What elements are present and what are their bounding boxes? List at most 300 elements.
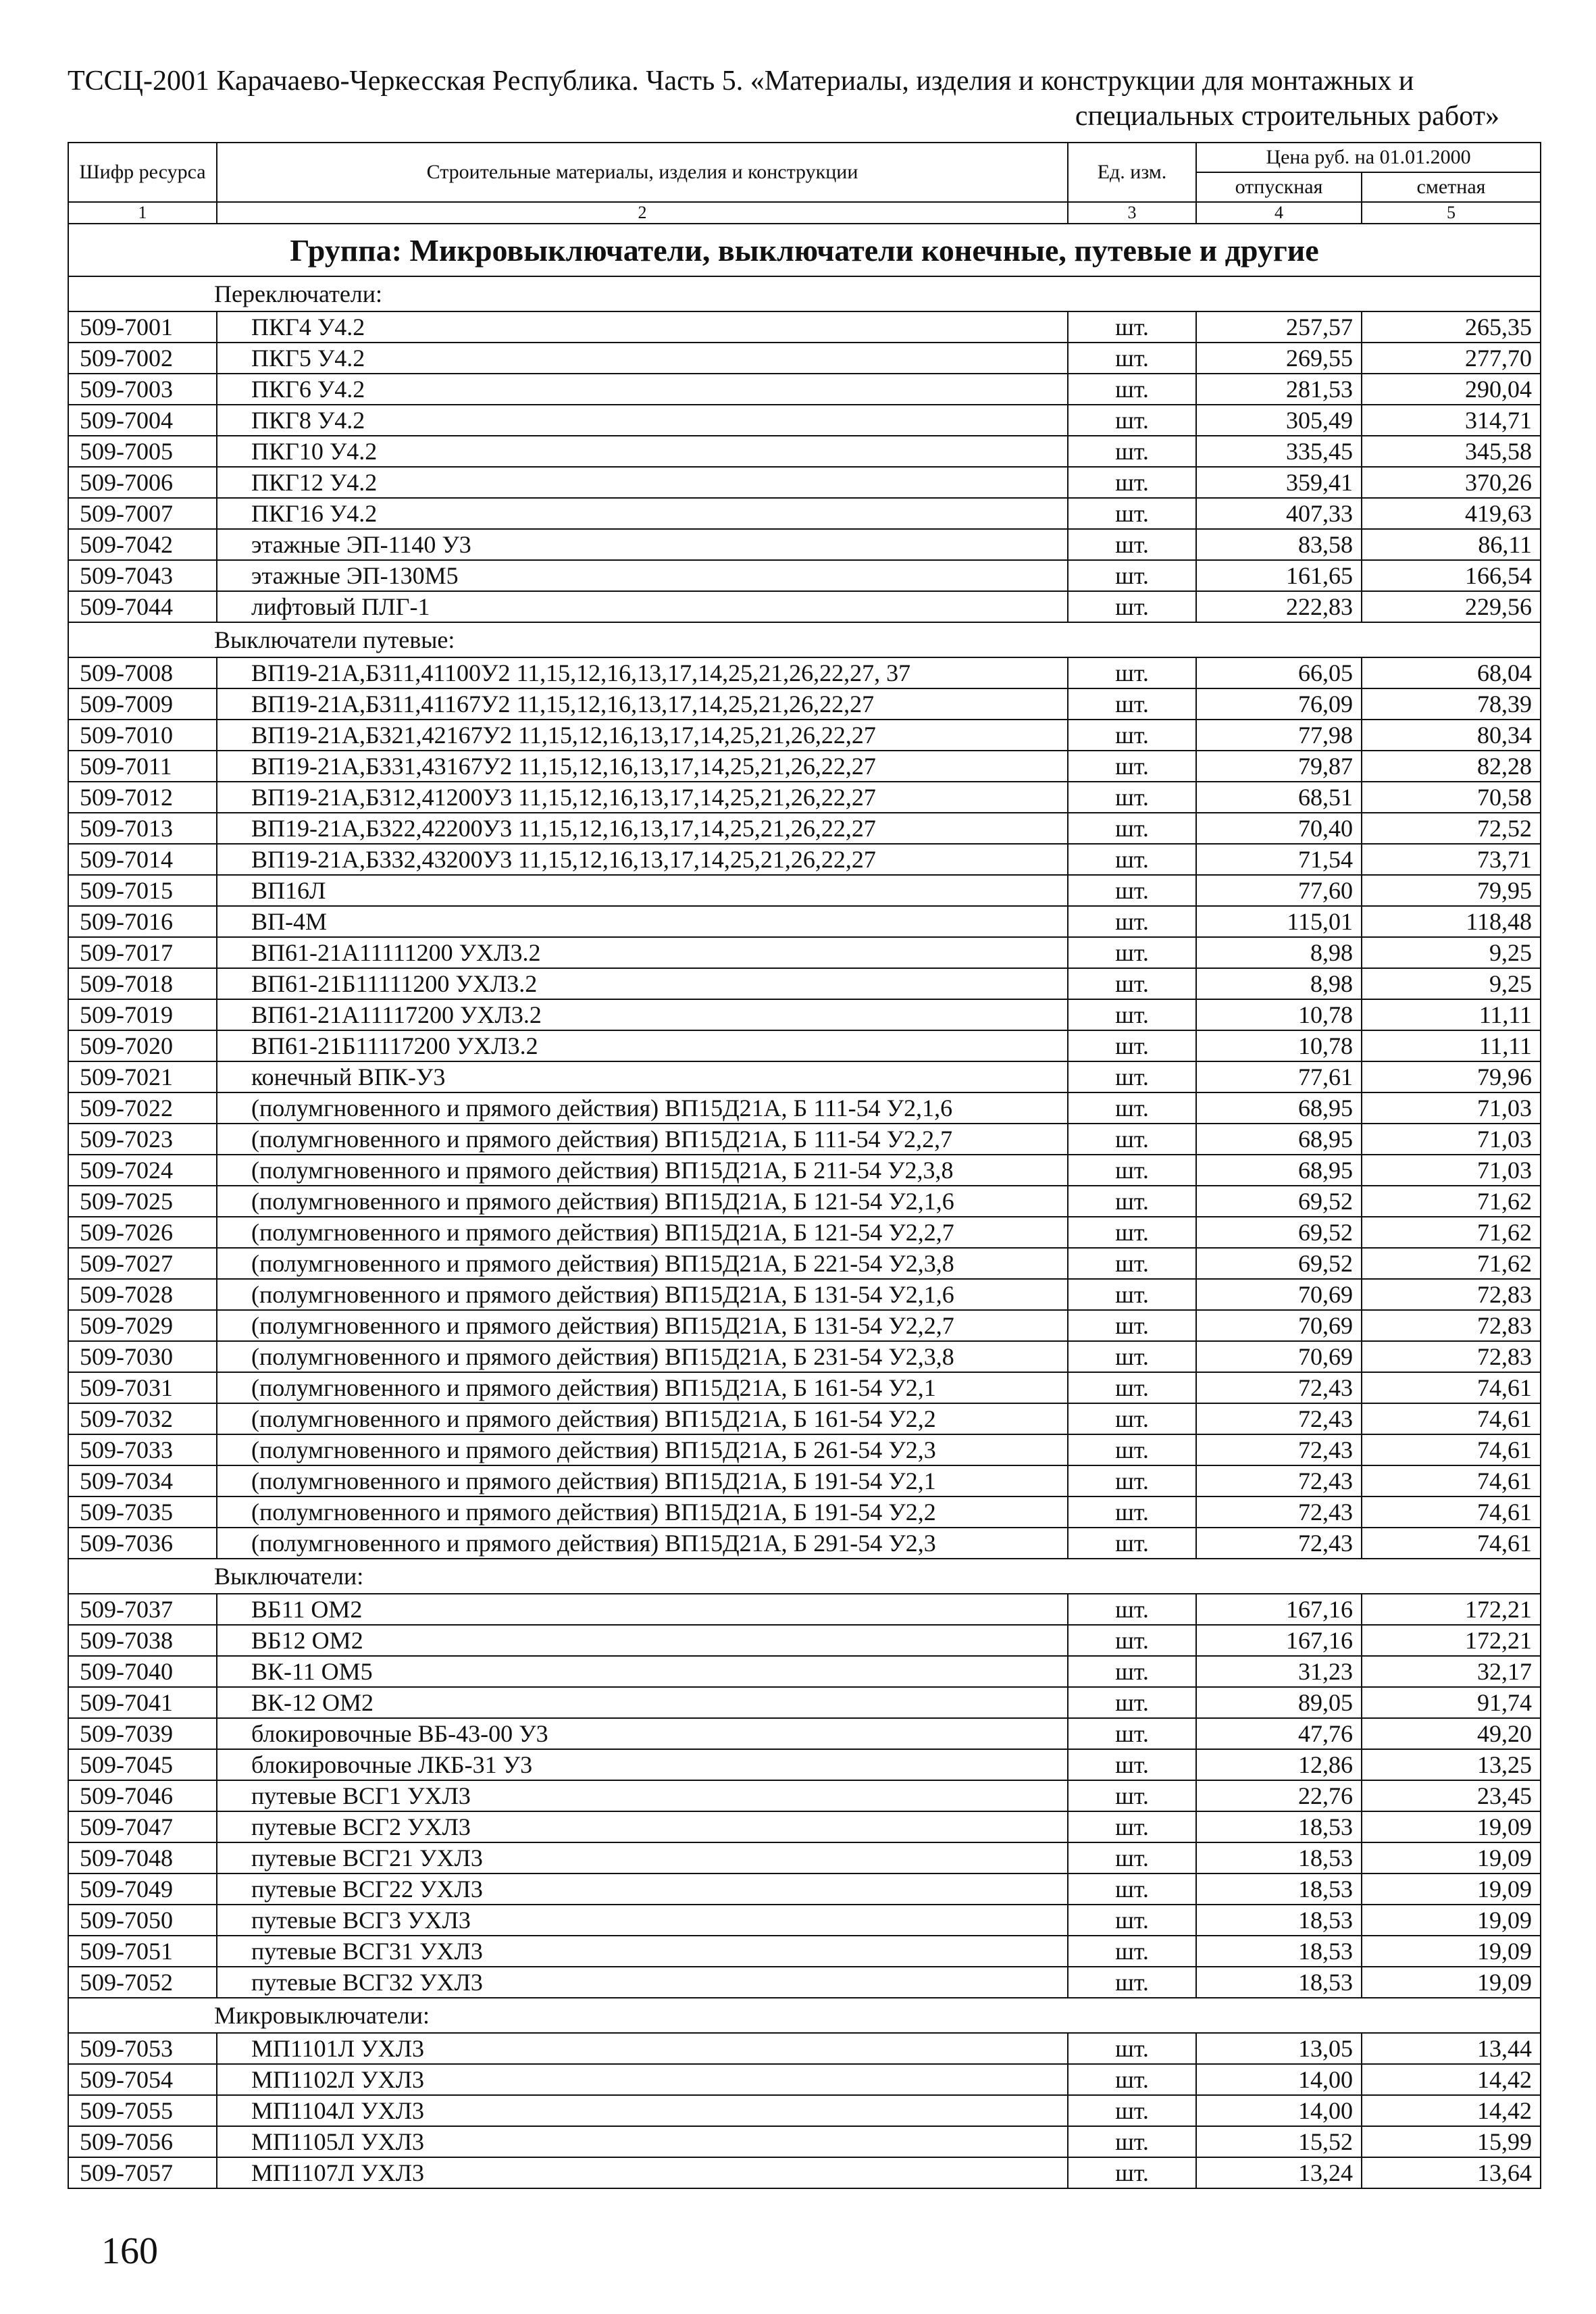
estimate-price: 9,25 xyxy=(1362,968,1541,999)
material-name: ВБ11 ОМ2 xyxy=(217,1594,1068,1625)
col-header-name: Строительные материалы, изделия и конструкции xyxy=(217,143,1068,202)
estimate-price: 19,09 xyxy=(1362,1873,1541,1905)
estimate-price: 68,04 xyxy=(1362,657,1541,688)
material-name: (полумгновенного и прямого действия) ВП15Д21А, Б 161-54 У2,1 xyxy=(217,1372,1068,1403)
estimate-price: 74,61 xyxy=(1362,1372,1541,1403)
column-numbers-row xyxy=(68,202,1541,224)
table-row xyxy=(68,813,1541,844)
material-name: ВП19-21А,Б312,41200У3 11,15,12,16,13,17,14,25,21,26,22,27 xyxy=(217,782,1068,813)
unit: шт. xyxy=(1068,1279,1196,1310)
release-price: 269,55 xyxy=(1196,343,1362,374)
estimate-price: 71,62 xyxy=(1362,1186,1541,1217)
resource-code: 509-7039 xyxy=(68,1718,217,1749)
col-header-price: Цена руб. на 01.01.2000 xyxy=(1196,143,1541,172)
estimate-price: 74,61 xyxy=(1362,1465,1541,1496)
table-row xyxy=(68,720,1541,751)
material-name: путевые ВСГ32 УХЛ3 xyxy=(217,1967,1068,1998)
table-row xyxy=(68,436,1541,467)
table-row xyxy=(68,2126,1541,2157)
col-header-unit: Ед. изм. xyxy=(1068,143,1196,202)
resource-code: 509-7057 xyxy=(68,2157,217,2188)
table-row xyxy=(68,688,1541,720)
unit: шт. xyxy=(1068,875,1196,906)
unit: шт. xyxy=(1068,1403,1196,1434)
unit: шт. xyxy=(1068,751,1196,782)
resource-code: 509-7009 xyxy=(68,688,217,720)
resource-code: 509-7046 xyxy=(68,1780,217,1811)
section-title: Переключатели: xyxy=(68,276,1541,311)
table-row xyxy=(68,1873,1541,1905)
estimate-price: 71,03 xyxy=(1362,1124,1541,1155)
table-row xyxy=(68,968,1541,999)
unit: шт. xyxy=(1068,1155,1196,1186)
release-price: 335,45 xyxy=(1196,436,1362,467)
material-name: (полумгновенного и прямого действия) ВП15Д21А, Б 131-54 У2,1,6 xyxy=(217,1279,1068,1310)
material-name: (полумгновенного и прямого действия) ВП15Д21А, Б 161-54 У2,2 xyxy=(217,1403,1068,1434)
release-price: 69,52 xyxy=(1196,1217,1362,1248)
unit: шт. xyxy=(1068,1594,1196,1625)
release-price: 167,16 xyxy=(1196,1594,1362,1625)
unit: шт. xyxy=(1068,1967,1196,1998)
material-name: ВП19-21А,Б331,43167У2 11,15,12,16,13,17,14,25,21,26,22,27 xyxy=(217,751,1068,782)
resource-code: 509-7033 xyxy=(68,1434,217,1465)
unit: шт. xyxy=(1068,782,1196,813)
estimate-price: 15,99 xyxy=(1362,2126,1541,2157)
table-row xyxy=(68,937,1541,968)
table-row xyxy=(68,405,1541,436)
material-name: МП1102Л УХЛ3 xyxy=(217,2064,1068,2095)
resource-code: 509-7001 xyxy=(68,311,217,343)
table-row xyxy=(68,1372,1541,1403)
release-price: 70,69 xyxy=(1196,1310,1362,1341)
material-name: путевые ВСГ1 УХЛ3 xyxy=(217,1780,1068,1811)
resource-code: 509-7023 xyxy=(68,1124,217,1155)
estimate-price: 79,96 xyxy=(1362,1061,1541,1092)
table-row xyxy=(68,374,1541,405)
estimate-price: 73,71 xyxy=(1362,844,1541,875)
material-name: ВП19-21А,Б321,42167У2 11,15,12,16,13,17,14,25,21,26,22,27 xyxy=(217,720,1068,751)
material-name: (полумгновенного и прямого действия) ВП15Д21А, Б 121-54 У2,1,6 xyxy=(217,1186,1068,1217)
release-price: 89,05 xyxy=(1196,1687,1362,1718)
resource-code: 509-7008 xyxy=(68,657,217,688)
unit: шт. xyxy=(1068,968,1196,999)
material-name: (полумгновенного и прямого действия) ВП15Д21А, Б 221-54 У2,3,8 xyxy=(217,1248,1068,1279)
material-name: блокировочные ЛКБ-31 У3 xyxy=(217,1749,1068,1780)
release-price: 68,95 xyxy=(1196,1124,1362,1155)
estimate-price: 70,58 xyxy=(1362,782,1541,813)
release-price: 72,43 xyxy=(1196,1434,1362,1465)
table-row xyxy=(68,751,1541,782)
unit: шт. xyxy=(1068,529,1196,560)
material-name: ПКГ12 У4.2 xyxy=(217,467,1068,498)
table-row xyxy=(68,1403,1541,1434)
table-row xyxy=(68,1341,1541,1372)
estimate-price: 71,62 xyxy=(1362,1217,1541,1248)
release-price: 10,78 xyxy=(1196,999,1362,1030)
table-row xyxy=(68,1528,1541,1559)
estimate-price: 11,11 xyxy=(1362,1030,1541,1061)
unit: шт. xyxy=(1068,999,1196,1030)
group-title: Группа: Микровыключатели, выключатели конечные, путевые и другие xyxy=(68,224,1541,276)
release-price: 8,98 xyxy=(1196,937,1362,968)
material-name: блокировочные ВБ-43-00 У3 xyxy=(217,1718,1068,1749)
table-row xyxy=(68,1061,1541,1092)
table-row xyxy=(68,906,1541,937)
release-price: 281,53 xyxy=(1196,374,1362,405)
table-row xyxy=(68,1030,1541,1061)
material-name: ПКГ10 У4.2 xyxy=(217,436,1068,467)
table-row xyxy=(68,467,1541,498)
table-row xyxy=(68,1465,1541,1496)
unit: шт. xyxy=(1068,1842,1196,1873)
resource-code: 509-7053 xyxy=(68,2033,217,2064)
release-price: 10,78 xyxy=(1196,1030,1362,1061)
release-price: 70,69 xyxy=(1196,1279,1362,1310)
table-row xyxy=(68,2095,1541,2126)
material-name: МП1101Л УХЛ3 xyxy=(217,2033,1068,2064)
document-title-line-1: ТССЦ-2001 Карачаево-Черкесская Республика. Часть 5. «Материалы, изделия и конструкции для монтажных и xyxy=(68,66,1414,97)
release-price: 72,43 xyxy=(1196,1496,1362,1528)
resource-code: 509-7027 xyxy=(68,1248,217,1279)
unit: шт. xyxy=(1068,1030,1196,1061)
section-header-row xyxy=(68,1998,1541,2033)
table-row xyxy=(68,2064,1541,2095)
table-row xyxy=(68,311,1541,343)
estimate-price: 71,03 xyxy=(1362,1155,1541,1186)
resource-code: 509-7050 xyxy=(68,1905,217,1936)
resource-code: 509-7026 xyxy=(68,1217,217,1248)
material-name: ВК-12 ОМ2 xyxy=(217,1687,1068,1718)
release-price: 72,43 xyxy=(1196,1528,1362,1559)
column-number: 5 xyxy=(1362,202,1541,224)
estimate-price: 86,11 xyxy=(1362,529,1541,560)
material-name: ВП61-21Б11111200 УХЛ3.2 xyxy=(217,968,1068,999)
resource-code: 509-7019 xyxy=(68,999,217,1030)
resource-code: 509-7004 xyxy=(68,405,217,436)
resource-code: 509-7056 xyxy=(68,2126,217,2157)
resource-code: 509-7016 xyxy=(68,906,217,937)
unit: шт. xyxy=(1068,1528,1196,1559)
material-name: путевые ВСГ21 УХЛ3 xyxy=(217,1842,1068,1873)
release-price: 69,52 xyxy=(1196,1248,1362,1279)
estimate-price: 23,45 xyxy=(1362,1780,1541,1811)
release-price: 222,83 xyxy=(1196,591,1362,622)
unit: шт. xyxy=(1068,2157,1196,2188)
release-price: 69,52 xyxy=(1196,1186,1362,1217)
estimate-price: 19,09 xyxy=(1362,1967,1541,1998)
unit: шт. xyxy=(1068,1496,1196,1528)
price-table xyxy=(68,142,1541,2189)
material-name: МП1104Л УХЛ3 xyxy=(217,2095,1068,2126)
release-price: 71,54 xyxy=(1196,844,1362,875)
unit: шт. xyxy=(1068,1092,1196,1124)
unit: шт. xyxy=(1068,1780,1196,1811)
table-row xyxy=(68,1092,1541,1124)
column-number: 4 xyxy=(1196,202,1362,224)
release-price: 83,58 xyxy=(1196,529,1362,560)
table-row xyxy=(68,1625,1541,1656)
unit: шт. xyxy=(1068,1687,1196,1718)
unit: шт. xyxy=(1068,1217,1196,1248)
release-price: 14,00 xyxy=(1196,2095,1362,2126)
estimate-price: 71,62 xyxy=(1362,1248,1541,1279)
table-row xyxy=(68,782,1541,813)
resource-code: 509-7038 xyxy=(68,1625,217,1656)
estimate-price: 265,35 xyxy=(1362,311,1541,343)
resource-code: 509-7047 xyxy=(68,1811,217,1842)
estimate-price: 32,17 xyxy=(1362,1656,1541,1687)
material-name: МП1107Л УХЛ3 xyxy=(217,2157,1068,2188)
unit: шт. xyxy=(1068,1749,1196,1780)
table-row xyxy=(68,1718,1541,1749)
material-name: ПКГ4 У4.2 xyxy=(217,311,1068,343)
table-row xyxy=(68,657,1541,688)
section-title: Выключатели: xyxy=(68,1559,1541,1594)
release-price: 70,69 xyxy=(1196,1341,1362,1372)
estimate-price: 49,20 xyxy=(1362,1718,1541,1749)
resource-code: 509-7043 xyxy=(68,560,217,591)
table-row xyxy=(68,1155,1541,1186)
unit: шт. xyxy=(1068,813,1196,844)
table-row xyxy=(68,1656,1541,1687)
material-name: путевые ВСГ3 УХЛ3 xyxy=(217,1905,1068,1936)
material-name: (полумгновенного и прямого действия) ВП15Д21А, Б 261-54 У2,3 xyxy=(217,1434,1068,1465)
resource-code: 509-7017 xyxy=(68,937,217,968)
release-price: 18,53 xyxy=(1196,1905,1362,1936)
material-name: (полумгновенного и прямого действия) ВП15Д21А, Б 131-54 У2,2,7 xyxy=(217,1310,1068,1341)
unit: шт. xyxy=(1068,1061,1196,1092)
release-price: 79,87 xyxy=(1196,751,1362,782)
material-name: путевые ВСГ22 УХЛ3 xyxy=(217,1873,1068,1905)
resource-code: 509-7032 xyxy=(68,1403,217,1434)
release-price: 161,65 xyxy=(1196,560,1362,591)
unit: шт. xyxy=(1068,1811,1196,1842)
release-price: 15,52 xyxy=(1196,2126,1362,2157)
col-header-code: Шифр ресурса xyxy=(68,143,217,202)
estimate-price: 345,58 xyxy=(1362,436,1541,467)
material-name: конечный ВПК-У3 xyxy=(217,1061,1068,1092)
resource-code: 509-7052 xyxy=(68,1967,217,1998)
table-row xyxy=(68,529,1541,560)
material-name: ПКГ8 У4.2 xyxy=(217,405,1068,436)
resource-code: 509-7055 xyxy=(68,2095,217,2126)
release-price: 76,09 xyxy=(1196,688,1362,720)
material-name: ВП-4М xyxy=(217,906,1068,937)
column-number: 1 xyxy=(68,202,217,224)
release-price: 13,05 xyxy=(1196,2033,1362,2064)
unit: шт. xyxy=(1068,2126,1196,2157)
release-price: 70,40 xyxy=(1196,813,1362,844)
section-title: Микровыключатели: xyxy=(68,1998,1541,2033)
resource-code: 509-7034 xyxy=(68,1465,217,1496)
resource-code: 509-7035 xyxy=(68,1496,217,1528)
table-row xyxy=(68,1248,1541,1279)
estimate-price: 74,61 xyxy=(1362,1434,1541,1465)
document-title xyxy=(68,64,1499,134)
unit: шт. xyxy=(1068,657,1196,688)
release-price: 8,98 xyxy=(1196,968,1362,999)
release-price: 14,00 xyxy=(1196,2064,1362,2095)
estimate-price: 71,03 xyxy=(1362,1092,1541,1124)
material-name: ВП61-21Б11117200 УХЛ3.2 xyxy=(217,1030,1068,1061)
table-row xyxy=(68,1217,1541,1248)
resource-code: 509-7040 xyxy=(68,1656,217,1687)
release-price: 18,53 xyxy=(1196,1936,1362,1967)
material-name: (полумгновенного и прямого действия) ВП15Д21А, Б 121-54 У2,2,7 xyxy=(217,1217,1068,1248)
release-price: 68,95 xyxy=(1196,1155,1362,1186)
table-row xyxy=(68,1780,1541,1811)
table-row xyxy=(68,498,1541,529)
estimate-price: 370,26 xyxy=(1362,467,1541,498)
release-price: 68,51 xyxy=(1196,782,1362,813)
material-name: ВП19-21А,Б332,43200У3 11,15,12,16,13,17,14,25,21,26,22,27 xyxy=(217,844,1068,875)
unit: шт. xyxy=(1068,844,1196,875)
table-row xyxy=(68,875,1541,906)
estimate-price: 172,21 xyxy=(1362,1594,1541,1625)
table-row xyxy=(68,591,1541,622)
release-price: 18,53 xyxy=(1196,1842,1362,1873)
table-row xyxy=(68,1434,1541,1465)
estimate-price: 19,09 xyxy=(1362,1905,1541,1936)
unit: шт. xyxy=(1068,591,1196,622)
resource-code: 509-7024 xyxy=(68,1155,217,1186)
material-name: ПКГ6 У4.2 xyxy=(217,374,1068,405)
material-name: этажные ЭП-130М5 xyxy=(217,560,1068,591)
resource-code: 509-7022 xyxy=(68,1092,217,1124)
table-row xyxy=(68,1967,1541,1998)
estimate-price: 72,83 xyxy=(1362,1279,1541,1310)
table-body xyxy=(68,224,1541,2188)
unit: шт. xyxy=(1068,1372,1196,1403)
release-price: 18,53 xyxy=(1196,1811,1362,1842)
resource-code: 509-7006 xyxy=(68,467,217,498)
material-name: МП1105Л УХЛ3 xyxy=(217,2126,1068,2157)
resource-code: 509-7028 xyxy=(68,1279,217,1310)
estimate-price: 172,21 xyxy=(1362,1625,1541,1656)
table-row xyxy=(68,343,1541,374)
unit: шт. xyxy=(1068,1248,1196,1279)
material-name: (полумгновенного и прямого действия) ВП15Д21А, Б 291-54 У2,3 xyxy=(217,1528,1068,1559)
table-row xyxy=(68,999,1541,1030)
unit: шт. xyxy=(1068,1434,1196,1465)
material-name: (полумгновенного и прямого действия) ВП15Д21А, Б 231-54 У2,3,8 xyxy=(217,1341,1068,1372)
table-row xyxy=(68,1124,1541,1155)
section-header-row xyxy=(68,622,1541,657)
estimate-price: 13,64 xyxy=(1362,2157,1541,2188)
estimate-price: 72,52 xyxy=(1362,813,1541,844)
unit: шт. xyxy=(1068,1718,1196,1749)
release-price: 18,53 xyxy=(1196,1873,1362,1905)
release-price: 305,49 xyxy=(1196,405,1362,436)
resource-code: 509-7044 xyxy=(68,591,217,622)
estimate-price: 80,34 xyxy=(1362,720,1541,751)
unit: шт. xyxy=(1068,1873,1196,1905)
table-row xyxy=(68,1279,1541,1310)
estimate-price: 19,09 xyxy=(1362,1936,1541,1967)
release-price: 257,57 xyxy=(1196,311,1362,343)
unit: шт. xyxy=(1068,1341,1196,1372)
resource-code: 509-7012 xyxy=(68,782,217,813)
col-header-release-price: отпускная xyxy=(1196,172,1362,202)
material-name: ВП19-21А,Б311,41100У2 11,15,12,16,13,17,14,25,21,26,22,27, 37 xyxy=(217,657,1068,688)
estimate-price: 14,42 xyxy=(1362,2064,1541,2095)
resource-code: 509-7037 xyxy=(68,1594,217,1625)
resource-code: 509-7036 xyxy=(68,1528,217,1559)
unit: шт. xyxy=(1068,311,1196,343)
material-name: (полумгновенного и прямого действия) ВП15Д21А, Б 191-54 У2,2 xyxy=(217,1496,1068,1528)
table-row xyxy=(68,844,1541,875)
estimate-price: 82,28 xyxy=(1362,751,1541,782)
resource-code: 509-7045 xyxy=(68,1749,217,1780)
estimate-price: 19,09 xyxy=(1362,1811,1541,1842)
unit: шт. xyxy=(1068,1186,1196,1217)
unit: шт. xyxy=(1068,2095,1196,2126)
resource-code: 509-7048 xyxy=(68,1842,217,1873)
material-name: (полумгновенного и прямого действия) ВП15Д21А, Б 111-54 У2,1,6 xyxy=(217,1092,1068,1124)
estimate-price: 14,42 xyxy=(1362,2095,1541,2126)
resource-code: 509-7020 xyxy=(68,1030,217,1061)
resource-code: 509-7030 xyxy=(68,1341,217,1372)
unit: шт. xyxy=(1068,498,1196,529)
table-row xyxy=(68,560,1541,591)
release-price: 167,16 xyxy=(1196,1625,1362,1656)
estimate-price: 13,25 xyxy=(1362,1749,1541,1780)
estimate-price: 74,61 xyxy=(1362,1403,1541,1434)
table-row xyxy=(68,1905,1541,1936)
release-price: 47,76 xyxy=(1196,1718,1362,1749)
material-name: (полумгновенного и прямого действия) ВП15Д21А, Б 191-54 У2,1 xyxy=(217,1465,1068,1496)
column-number: 2 xyxy=(217,202,1068,224)
release-price: 18,53 xyxy=(1196,1967,1362,1998)
material-name: ВП61-21А11111200 УХЛ3.2 xyxy=(217,937,1068,968)
estimate-price: 11,11 xyxy=(1362,999,1541,1030)
resource-code: 509-7014 xyxy=(68,844,217,875)
estimate-price: 290,04 xyxy=(1362,374,1541,405)
estimate-price: 229,56 xyxy=(1362,591,1541,622)
table-row xyxy=(68,2033,1541,2064)
release-price: 72,43 xyxy=(1196,1465,1362,1496)
material-name: ВП19-21А,Б311,41167У2 11,15,12,16,13,17,14,25,21,26,22,27 xyxy=(217,688,1068,720)
resource-code: 509-7018 xyxy=(68,968,217,999)
resource-code: 509-7002 xyxy=(68,343,217,374)
resource-code: 509-7011 xyxy=(68,751,217,782)
resource-code: 509-7042 xyxy=(68,529,217,560)
unit: шт. xyxy=(1068,720,1196,751)
release-price: 22,76 xyxy=(1196,1780,1362,1811)
unit: шт. xyxy=(1068,1310,1196,1341)
estimate-price: 314,71 xyxy=(1362,405,1541,436)
estimate-price: 19,09 xyxy=(1362,1842,1541,1873)
table-row xyxy=(68,1310,1541,1341)
material-name: ПКГ5 У4.2 xyxy=(217,343,1068,374)
table-row xyxy=(68,1811,1541,1842)
resource-code: 509-7051 xyxy=(68,1936,217,1967)
resource-code: 509-7031 xyxy=(68,1372,217,1403)
table-row xyxy=(68,1936,1541,1967)
resource-code: 509-7025 xyxy=(68,1186,217,1217)
estimate-price: 9,25 xyxy=(1362,937,1541,968)
unit: шт. xyxy=(1068,560,1196,591)
table-row xyxy=(68,1496,1541,1528)
release-price: 31,23 xyxy=(1196,1656,1362,1687)
unit: шт. xyxy=(1068,405,1196,436)
material-name: ПКГ16 У4.2 xyxy=(217,498,1068,529)
material-name: ВБ12 ОМ2 xyxy=(217,1625,1068,1656)
table-row xyxy=(68,1594,1541,1625)
release-price: 359,41 xyxy=(1196,467,1362,498)
material-name: путевые ВСГ2 УХЛ3 xyxy=(217,1811,1068,1842)
col-header-estimate-price: сметная xyxy=(1362,172,1541,202)
